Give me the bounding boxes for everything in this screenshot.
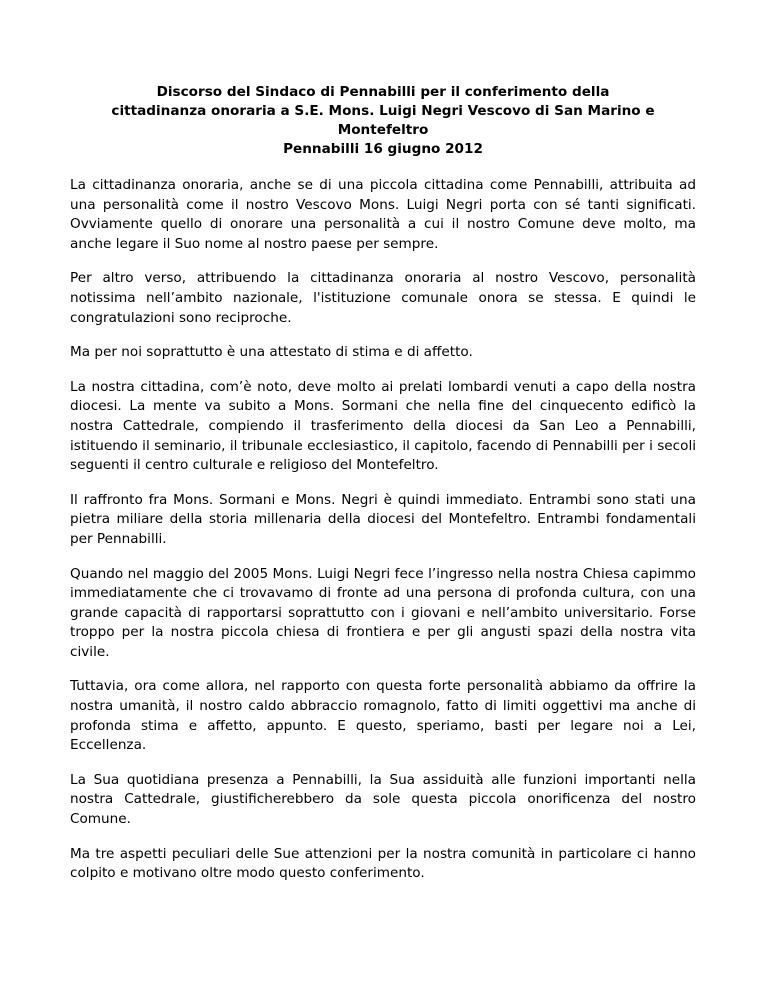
paragraph: Ma per noi soprattutto è una attestato di stima e di affetto.	[70, 344, 473, 361]
title-date: Pennabilli 16 giugno 2012	[283, 141, 483, 157]
paragraph: Tuttavia, ora come allora, nel rapporto con questa forte personalità abbiamo da offrire la nostra umanità, il nostro caldo abbraccio romagnolo, fatto di limiti oggettivi ma anche di profonda stima e affetto, appunto. E questo, speriamo, basti per legare noi a Lei, Eccellenza.	[70, 678, 696, 754]
paragraph: Ma tre aspetti peculiari delle Sue attenzioni per la nostra comunità in particolare ci hanno colpito e motivano oltre modo questo conferimento.	[70, 845, 696, 882]
paragraph: La cittadinanza onoraria, anche se di una piccola cittadina come Pennabilli, attribuita ad una personalità come il nostro Vescovo Mons. Luigi Negri porta con sé tanti significati. Ovviamente quello di onorare una personalità a cui il nostro Comune deve molto, ma anche legare il Suo nome al nostro paese per sempre.	[70, 177, 696, 252]
paragraph: La nostra cittadina, com’è noto, deve molto ai prelati lombardi venuti a capo della nostra diocesi. La mente va subito a Mons. Sormani che nella fine del cinquecento edificò la nostra Cattedrale, compiendo il trasferimento della diocesi da San Leo a Pennabilli, istituendo il seminario, il tribunale ecclesiastico, il capitolo, facendo di Pennabilli per i secoli seguenti il centro culturale e religioso del Montefeltro.	[70, 378, 696, 474]
document-title	[70, 83, 696, 159]
paragraph: Per altro verso, attribuendo la cittadinanza onoraria al nostro Vescovo, personalità notissima nell’ambito nazionale, l'istituzione comunale onora se stessa. E quindi le congratulazioni sono reciproche.	[70, 270, 696, 326]
title-line: Discorso del Sindaco di Pennabilli per il conferimento della	[156, 84, 610, 100]
paragraph: La Sua quotidiana presenza a Pennabilli, la Sua assiduità alle funzioni importanti nella nostra Cattedrale, giustificherebbero da sole questa piccola onorificenza del nostro Comune.	[70, 771, 696, 828]
title-line: cittadinanza onoraria a S.E. Mons. Luigi Negri Vescovo di San Marino e	[111, 103, 655, 119]
title-line: Montefeltro	[337, 122, 429, 138]
paragraph: Quando nel maggio del 2005 Mons. Luigi Negri fece l’ingresso nella nostra Chiesa capimmo immediatamente che ci trovavamo di fronte ad una persona di profonda cultura, con una grande capacità di rapportarsi soprattutto con i giovani e nell’ambito universitario. Forse troppo per la nostra piccola chiesa di frontiera e per gli angusti spazi della nostra vita civile.	[70, 565, 696, 660]
paragraph: Il raffronto fra Mons. Sormani e Mons. Negri è quindi immediato. Entrambi sono stati una pietra miliare della storia millenaria della diocesi del Montefeltro. Entrambi fondamentali per Pennabilli.	[70, 491, 696, 547]
document-page	[70, 83, 696, 899]
